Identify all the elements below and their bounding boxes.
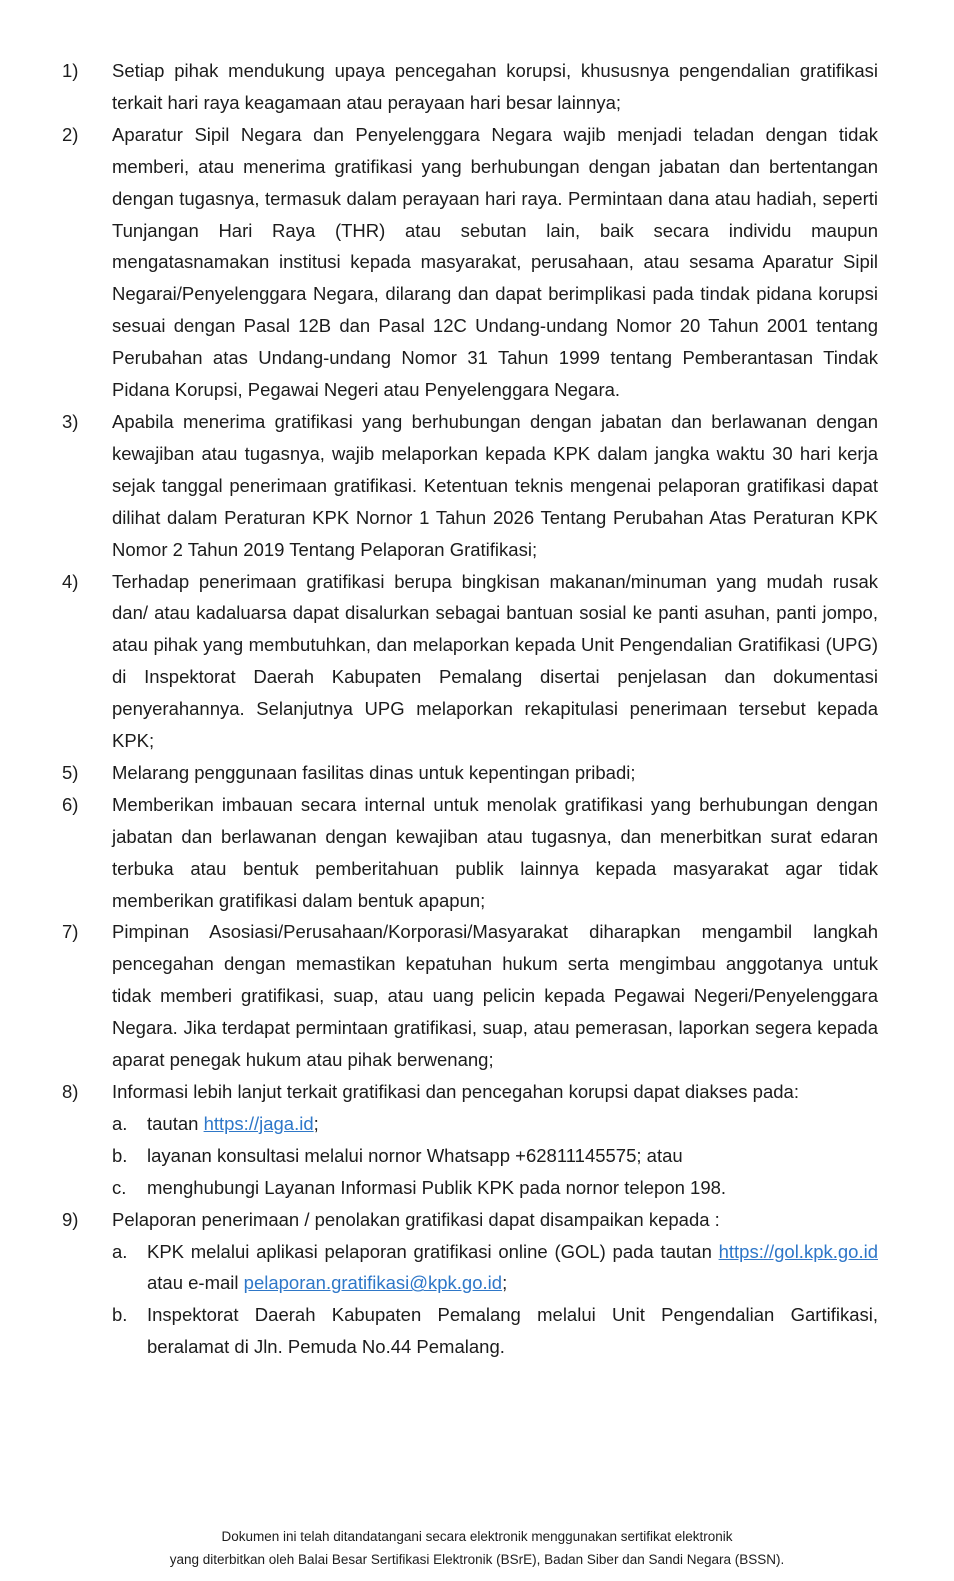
link-gol-kpk-go-id[interactable]: https://gol.kpk.go.id <box>718 1240 878 1262</box>
sub-item-text <box>147 1108 878 1140</box>
item-text: Apabila menerima gratifikasi yang berhubungan dengan jabatan dan berlawanan dengan kewajiban atau tugasnya, wajib melaporkan kepada KPK dalam jangka waktu 30 hari kerja sejak tanggal penerimaan gratifikasi. Ketentuan teknis mengenai pelaporan gratifikasi dapat dilihat dalam Peraturan KPK Nornor 1 Tahun 2026 Tentang Perubahan Atas Peraturan KPK Nomor 2 Tahun 2019 Tentang Pelaporan Gratifikasi; <box>112 410 878 560</box>
sub-item-letter: a. <box>112 1240 128 1262</box>
link-pelaporan-gratifikasi-email[interactable]: pelaporan.gratifikasi@kpk.go.id <box>243 1272 503 1294</box>
list-item-2 <box>62 119 878 406</box>
sub-item-prefix: KPK melalui aplikasi pelaporan gratifikasi online (GOL) pada tautan <box>147 1240 719 1262</box>
sub-item-suffix: ; <box>502 1272 508 1294</box>
item-text: Memberikan imbauan secara internal untuk menolak gratifikasi yang berhubungan dengan jabatan dan berlawanan dengan kewajiban atau tugasnya, dan menerbitkan surat edaran terbuka atau bentuk pemberitahuan publik lainnya kepada masyarakat agar tidak memberikan gratifikasi dalam bentuk apapun; <box>112 793 878 911</box>
sub-item-mid: atau e-mail <box>147 1272 244 1294</box>
sub-item-suffix: ; <box>313 1112 319 1134</box>
footer-line-2: yang diterbitkan oleh Balai Besar Sertifikasi Elektronik (BSrE), Badan Siber dan Sandi Negara (BSSN). <box>169 1552 785 1567</box>
item-text: Setiap pihak mendukung upaya pencegahan korupsi, khususnya pengendalian gratifikasi terkait hari raya keagamaan atau perayaan hari besar lainnya; <box>112 60 878 113</box>
item-number: 5) <box>62 761 79 783</box>
list-item-1 <box>62 55 878 119</box>
list-item-8 <box>62 1076 878 1204</box>
sub-item-9b <box>112 1299 878 1363</box>
list-item-5 <box>62 757 878 789</box>
list-item-7 <box>62 916 878 1076</box>
item-number: 2) <box>62 123 79 145</box>
sub-item-letter: b. <box>112 1144 128 1166</box>
list-item-4 <box>62 566 878 757</box>
item-number: 1) <box>62 60 79 81</box>
list-item-9 <box>62 1204 878 1364</box>
item-number: 6) <box>62 793 79 815</box>
sub-item-text: Inspektorat Daerah Kabupaten Pemalang melalui Unit Pengendalian Gartifikasi, beralamat di Jln. Pemuda No.44 Pemalang. <box>147 1304 878 1358</box>
item-text: Pimpinan Asosiasi/Perusahaan/Korporasi/Masyarakat diharapkan mengambil langkah pencegahan dengan memastikan kepatuhan hukum serta mengimbau anggotanya untuk tidak memberi gratifikasi, suap, atau uang pelicin kepada Pegawai Negeri/Penyelenggara Negara. Jika terdapat permintaan gratifikasi, suap, atau pemerasan, laporkan segera kepada aparat penegak hukum atau pihak berwenang; <box>112 921 878 1071</box>
sub-item-8b <box>112 1140 878 1172</box>
item-text: Aparatur Sipil Negara dan Penyelenggara Negara wajib menjadi teladan dengan tidak memberi, atau menerima gratifikasi yang berhubungan dengan jabatan dan bertentangan dengan tugasnya, termasuk dalam perayaan hari raya. Permintaan dana atau hadiah, seperti Tunjangan Hari Raya (THR) atau sebutan lain, baik secara individu maupun mengatasnamakan institusi kepada masyarakat, perusahaan, atau sesama Aparatur Sipil Negarai/Penyelenggara Negara, dilarang dan dapat berimplikasi pada tindak pidana korupsi sesuai dengan Pasal 12B dan Pasal 12C Undang-undang Nomor 20 Tahun 2001 tentang Perubahan atas Undang-undang Nomor 31 Tahun 1999 tentang Pemberantasan Tindak Pidana Korupsi, Pegawai Negeri atau Penyelenggara Negara. <box>112 123 878 401</box>
footer-line-1: Dokumen ini telah ditandatangani secara elektronik menggunakan sertifikat elektronik <box>221 1529 733 1544</box>
sub-item-text: layanan konsultasi melalui nornor Whatsapp +62811145575; atau <box>147 1144 683 1166</box>
item-text: Melarang penggunaan fasilitas dinas untuk kepentingan pribadi; <box>112 761 636 783</box>
item-number: 4) <box>62 570 79 592</box>
sub-item-8c <box>112 1172 878 1204</box>
sub-item-letter: c. <box>112 1176 127 1198</box>
list-item-6 <box>62 789 878 917</box>
sub-item-prefix: tautan <box>147 1112 204 1134</box>
item-number: 8) <box>62 1081 79 1102</box>
item-text: Pelaporan penerimaan / penolakan gratifikasi dapat disampaikan kepada : <box>112 1208 720 1230</box>
sub-item-8a <box>112 1108 878 1140</box>
item-number: 9) <box>62 1208 79 1230</box>
item-number: 7) <box>62 921 79 943</box>
document-page <box>62 55 878 1363</box>
sub-item-letter: a. <box>112 1112 128 1134</box>
item-text: Informasi lebih lanjut terkait gratifikasi dan pencegahan korupsi dapat diakses pada: <box>112 1081 799 1102</box>
sub-item-letter: b. <box>112 1304 128 1326</box>
item-text: Terhadap penerimaan gratifikasi berupa bingkisan makanan/minuman yang mudah rusak dan/ atau kadaluarsa dapat disalurkan sebagai bantuan sosial ke panti asuhan, panti jompo, atau pihak yang membutuhkan, dan melaporkan kepada Unit Pengendalian Gratifikasi (UPG) di Inspektorat Daerah Kabupaten Pemalang disertai penjelasan dan dokumentasi penyerahannya. Selanjutnya UPG melaporkan rekapitulasi penerimaan tersebut kepada KPK; <box>112 570 878 752</box>
sub-item-text <box>147 1236 878 1300</box>
list-item-3 <box>62 406 878 566</box>
electronic-signature-note <box>0 1525 954 1571</box>
item-number: 3) <box>62 410 79 432</box>
link-jaga-id[interactable]: https://jaga.id <box>203 1112 314 1134</box>
sub-item-9a <box>112 1236 878 1300</box>
sub-item-text: menghubungi Layanan Informasi Publik KPK pada nornor telepon 198. <box>147 1176 727 1198</box>
